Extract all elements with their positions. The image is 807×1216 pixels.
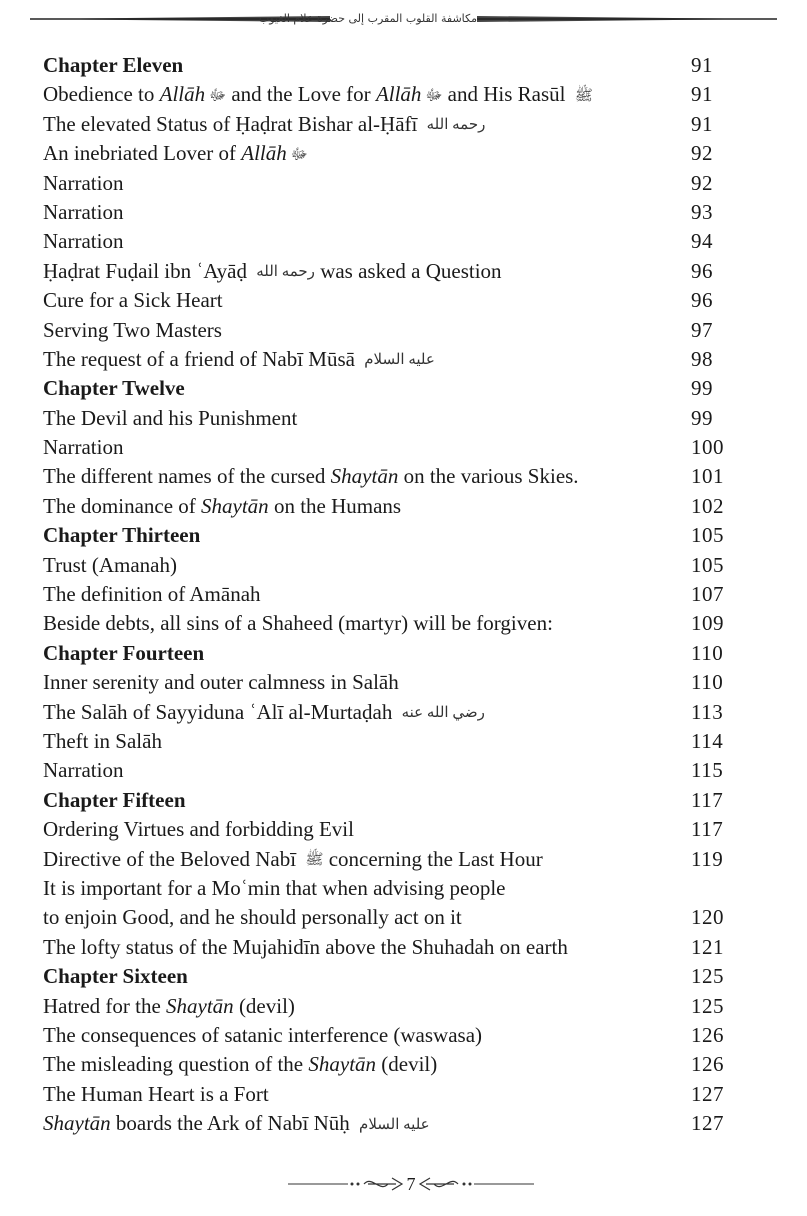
page-number-ref: 109 [691,611,724,636]
chapter-title [43,962,188,991]
honorific-seal: عليه السلام [359,1116,430,1133]
chapter-title [43,374,185,403]
chapter-heading-row [43,786,723,815]
chapter-heading-row [43,374,723,403]
toc-entry-row [43,169,723,198]
text-segment: The different names of the cursed [43,464,331,489]
page-number-ref: 99 [691,376,713,401]
text-segment: on the Humans [268,493,402,518]
text-segment: Beside debts, all sins of a Shaheed (martyr) will be forgiven: [43,611,553,636]
text-segment: concerning the Last Hour [323,846,543,871]
honorific-seal: ﷺ [305,852,324,869]
italic-text: Shaytān [166,993,234,1018]
honorific-seal: ﷺ [574,87,593,104]
toc-entry-row [43,551,723,580]
entry-title [43,286,223,315]
entry-title [43,492,401,521]
page-number-ref: 126 [691,1052,724,1077]
page-number-ref: 120 [691,905,724,930]
toc-entry-row [43,1109,723,1138]
entry-title [43,316,222,345]
toc-entry-row [43,1021,723,1050]
italic-text: Allāh [241,141,287,166]
text-segment: Chapter Thirteen [43,523,201,548]
entry-title [43,345,435,376]
toc-entry-row [43,1050,723,1079]
text-segment: The dominance of [43,493,202,518]
entry-title [43,404,297,433]
toc-entry-row [43,727,723,756]
text-segment: The Devil and his Punishment [43,405,298,430]
page-number-ref: 113 [691,699,724,724]
entry-title [43,815,354,844]
entry-title [43,227,123,256]
page-number-ref: 117 [691,817,724,842]
text-segment: boards the Ark of Nabī Nūḥ [110,1111,356,1136]
entry-title [43,257,502,288]
entry-title [43,1109,430,1140]
chapter-title [43,521,200,550]
text-segment: Theft in Salāh [43,728,162,753]
entry-title [43,992,295,1021]
entry-title [43,1050,437,1079]
entry-title [43,110,485,141]
entry-title [43,198,123,227]
text-segment: Chapter Twelve [43,376,185,401]
text-segment: The request of a friend of Nabī Mūsā [43,346,361,371]
entry-title [43,933,568,962]
italic-text: Shaytān [308,1052,377,1077]
text-segment: The consequences of satanic interference (waswasa) [43,1022,483,1047]
page-number-ref: 96 [691,258,713,283]
text-segment: Hatred for the [43,993,167,1018]
text-segment: The elevated Status of Ḥaḍrat Bishar al-Ḥāfī [43,111,423,136]
text-segment: and His Rasūl [442,82,571,107]
page-number-ref: 126 [691,1022,724,1047]
chapter-heading-row [43,51,723,80]
header-ornament [30,6,777,32]
page-number-ref: 127 [691,1081,724,1106]
toc-entry-row [43,462,723,491]
toc-entry-row [43,316,723,345]
table-of-contents [43,51,723,1138]
text-segment: Narration [43,435,124,460]
entry-title [43,433,123,462]
toc-entry-row [43,580,723,609]
toc-entry-row [43,404,723,433]
toc-entry-row [43,257,723,286]
text-segment: Narration [43,758,124,783]
toc-entry-row [43,874,723,903]
page-number-ref: 105 [691,552,724,577]
text-segment: Narration [43,170,124,195]
footer-ornament [288,1171,534,1197]
text-segment: to enjoin Good, and he should personally act on it [43,905,462,930]
toc-entry-row [43,668,723,697]
page-number-ref: 94 [691,229,713,254]
text-segment: Trust (Amanah) [43,552,177,577]
page-number-ref: 125 [691,964,724,989]
text-segment: The Salāh of Sayyiduna ʿAlī al-Murtaḍah [43,699,398,724]
honorific-seal: ﷻ [209,87,227,104]
toc-entry-row [43,345,723,374]
entry-title [43,874,506,903]
text-segment: Cure for a Sick Heart [43,288,223,313]
text-segment: Ḥaḍrat Fuḍail ibn ʿAyāḍ [43,258,253,283]
text-segment: Ordering Virtues and forbidding Evil [43,817,354,842]
chapter-heading-row [43,521,723,550]
toc-entry-row [43,286,723,315]
entry-title [43,698,485,729]
honorific-seal: رحمه الله [426,117,486,134]
text-segment: was asked a Question [314,258,502,283]
toc-entry-row [43,845,723,874]
toc-entry-row [43,903,723,932]
page-number-ref: 102 [691,493,724,518]
toc-entry-row [43,756,723,785]
text-segment: Narration [43,199,124,224]
page-number-ref: 121 [691,934,724,959]
entry-title [43,580,261,609]
toc-entry-row [43,198,723,227]
text-segment: Inner serenity and outer calmness in Salāh [43,670,399,695]
page-number-ref: 119 [691,846,724,871]
toc-entry-row [43,492,723,521]
chapter-title [43,51,183,80]
honorific-seal: ﷻ [290,146,308,163]
chapter-heading-row [43,639,723,668]
toc-entry-row [43,80,723,109]
entry-title [43,845,543,876]
entry-title [43,903,462,932]
entry-title [43,139,308,170]
text-segment: The misleading question of the [43,1052,309,1077]
text-segment: Directive of the Beloved Nabī [43,846,302,871]
page-number-ref: 91 [691,111,713,136]
toc-entry-row [43,110,723,139]
text-segment: Chapter Eleven [43,53,184,77]
entry-title [43,80,593,111]
text-segment: An inebriated Lover of [43,141,242,166]
page-number-ref: 114 [691,728,724,753]
text-segment: (devil) [233,993,295,1018]
page-number-ref: 105 [691,523,724,548]
toc-entry-row [43,933,723,962]
italic-text: Shaytān [330,464,399,489]
text-segment: (devil) [376,1052,438,1077]
toc-entry-row [43,139,723,168]
entry-title [43,462,579,491]
page-number-ref: 98 [691,346,713,371]
page-number-ref: 92 [691,141,713,166]
text-segment: Serving Two Masters [43,317,222,342]
honorific-seal: ﷻ [425,87,443,104]
page-number-ref: 125 [691,993,724,1018]
chapter-title [43,786,186,815]
italic-text: Shaytān [201,493,269,518]
chapter-title [43,639,204,668]
entry-title [43,1021,482,1050]
honorific-seal: رضي الله عنه [401,705,485,722]
italic-text: Allāh [375,82,422,107]
header-title: مكاشفة القلوب المقرب إلى حضرة علام الغيوب [258,12,477,25]
text-segment: Obedience to [43,82,160,107]
toc-entry-row [43,609,723,638]
toc-entry-row [43,1080,723,1109]
page-number-ref: 93 [691,199,713,224]
text-segment: The Human Heart is a Fort [43,1081,269,1106]
entry-title [43,668,399,697]
entry-title [43,609,553,638]
text-segment: Chapter Fourteen [43,640,205,665]
page-number-ref: 100 [691,435,724,460]
text-segment: Narration [43,229,124,254]
toc-entry-row [43,992,723,1021]
entry-title [43,727,162,756]
text-segment: Chapter Sixteen [43,964,188,989]
toc-entry-row [43,227,723,256]
honorific-seal: رحمه الله [256,264,315,281]
page-number-ref: 91 [691,53,713,77]
italic-text: Allāh [159,82,206,107]
page-number-ref: 110 [691,670,724,695]
page-number-ref: 92 [691,170,713,195]
text-segment: The lofty status of the Mujahidīn above the Shuhadah on earth [43,934,568,959]
text-segment: It is important for a Moʿmin that when advising people [43,875,506,900]
toc-entry-row [43,815,723,844]
page-number-ref: 115 [691,758,724,783]
page-number-ref: 91 [691,82,713,107]
honorific-seal: عليه السلام [364,352,435,369]
text-segment: on the various Skies. [398,464,579,489]
page-number-ref: 101 [691,464,724,489]
text-segment: The definition of Amānah [43,582,261,607]
italic-text: Shaytān [43,1111,111,1136]
page-number-ref: 97 [691,317,713,342]
toc-entry-row [43,433,723,462]
entry-title [43,1080,269,1109]
entry-title [43,169,123,198]
entry-title [43,551,177,580]
toc-entry-row [43,698,723,727]
page-number-ref: 99 [691,405,713,430]
page-number-ref: 117 [691,787,724,812]
text-segment: and the Love for [226,82,376,107]
page-number: 7 [406,1174,416,1194]
page-number-ref: 96 [691,288,713,313]
page-number-ref: 107 [691,582,724,607]
entry-title [43,756,123,785]
page-number-ref: 127 [691,1111,724,1136]
chapter-heading-row [43,962,723,991]
text-segment: Chapter Fifteen [43,787,186,812]
page-number-ref: 110 [691,640,724,665]
